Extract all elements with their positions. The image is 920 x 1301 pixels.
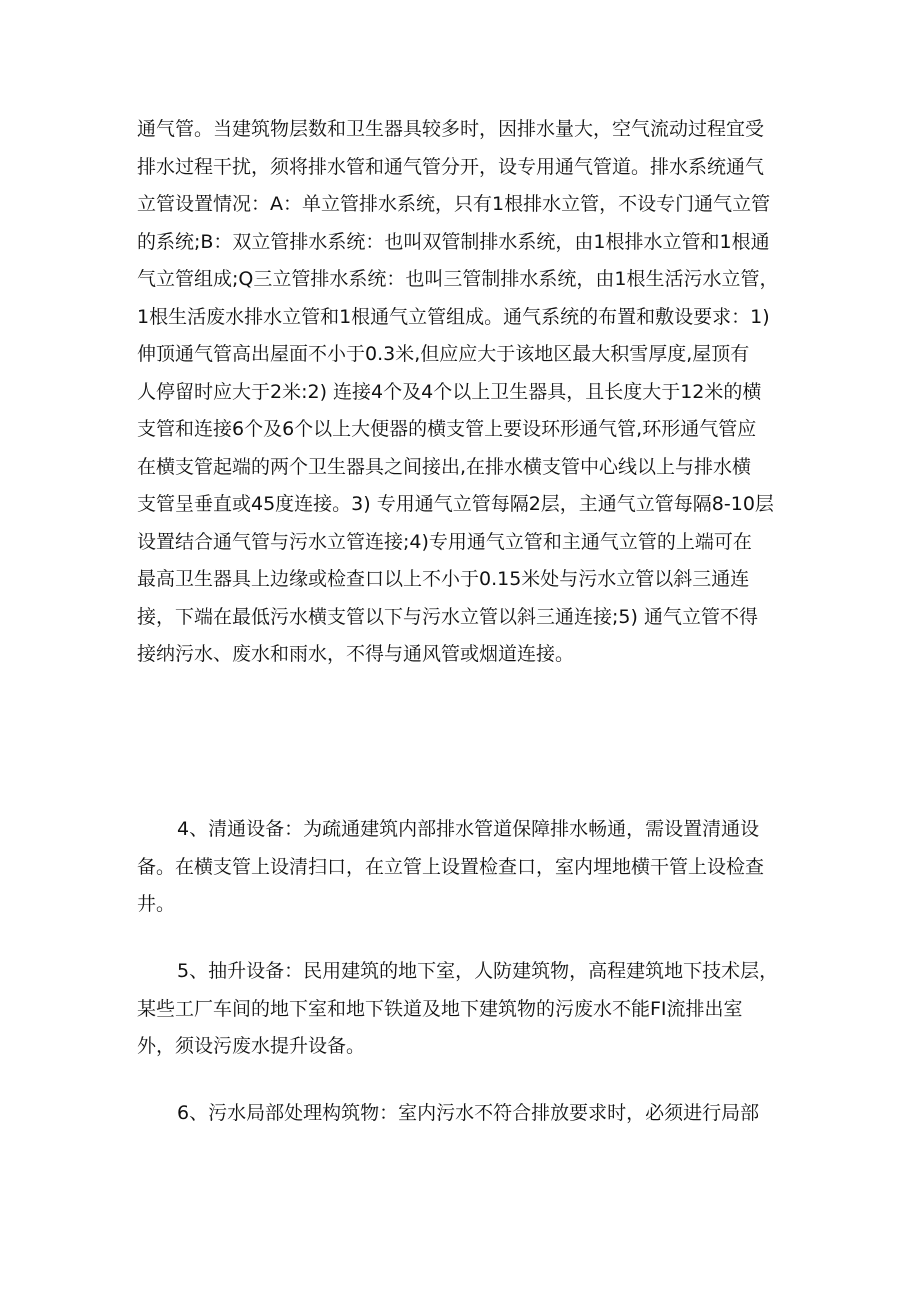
paragraph-local-treatment [137,1095,797,1133]
text-line: 立管设置情况：A：单立管排水系统，只有1根排水立管，不设专门通气立管 [137,193,771,215]
text-line: 设置结合通气管与污水立管连接;4)专用通气立管和主通气立管的上端可在 [137,530,752,553]
text-line: 伸顶通气管高出屋面不小于0.3米,但应应大于该地区最大积雪厚度,屋顶有 [137,343,750,365]
text-line: 4、清通设备：为疏通建筑内部排水管道保障排水畅通，需设置清通设 [177,818,760,840]
text-line: 在横支管起端的两个卫生器具之间接出,在排水横支管中心线以上与排水横 [137,455,752,478]
text-line: 备。在横支管上设清扫口，在立管上设置检查口，室内埋地横干管上设检查 [137,855,765,878]
text-line: 井。 [137,893,176,915]
text-line: 通气管。当建筑物层数和卫生器具较多时，因排水量大，空气流动过程宜受 [137,118,765,140]
paragraph-ventilation-continued [137,111,797,674]
text-line: 支管和连接6个及6个以上大便器的横支管上要设环形通气管,环形通气管应 [137,418,757,440]
text-line: 外，须设污废水提升设备。 [137,1035,366,1057]
text-line: 最高卫生器具上边缘或检查口以上不小于0.15米处与污水立管以斜三通连 [137,568,750,590]
text-line: 某些工厂车间的地下室和地下铁道及地下建筑物的污废水不能FI流排出室 [137,997,743,1020]
text-line: 接纳污水、废水和雨水，不得与通风管或烟道连接。 [137,643,575,665]
text-line: 5、抽升设备：民用建筑的地下室，人防建筑物，高程建筑地下技术层， [177,960,779,982]
text-line: 6、污水局部处理构筑物：室内污水不符合排放要求时，必须进行局部 [177,1102,760,1124]
text-line: 1根生活废水排水立管和1根通气立管组成。通气系统的布置和敷设要求：1) [137,305,770,328]
text-line: 接，下端在最低污水横支管以下与污水立管以斜三通连接;5) 通气立管不得 [137,605,758,628]
text-line: 的系统;B：双立管排水系统：也叫双管制排水系统，由1根排水立管和1根通 [137,230,770,253]
text-line: 支管呈垂直或45度连接。3) 专用通气立管每隔2层，主通气立管每隔8-10层 [137,493,774,515]
text-line: 排水过程干扰，须将排水管和通气管分开，设专用通气管道。排水系统通气 [137,155,765,178]
text-line: 气立管组成;Q三立管排水系统：也叫三管制排水系统，由1根生活污水立管， [137,268,779,290]
text-line: 人停留时应大于2米:2) 连接4个及4个以上卫生器具，且长度大于12米的横 [137,380,762,403]
paragraph-cleaning-equipment [137,811,797,924]
paragraph-lifting-equipment [137,953,797,1066]
